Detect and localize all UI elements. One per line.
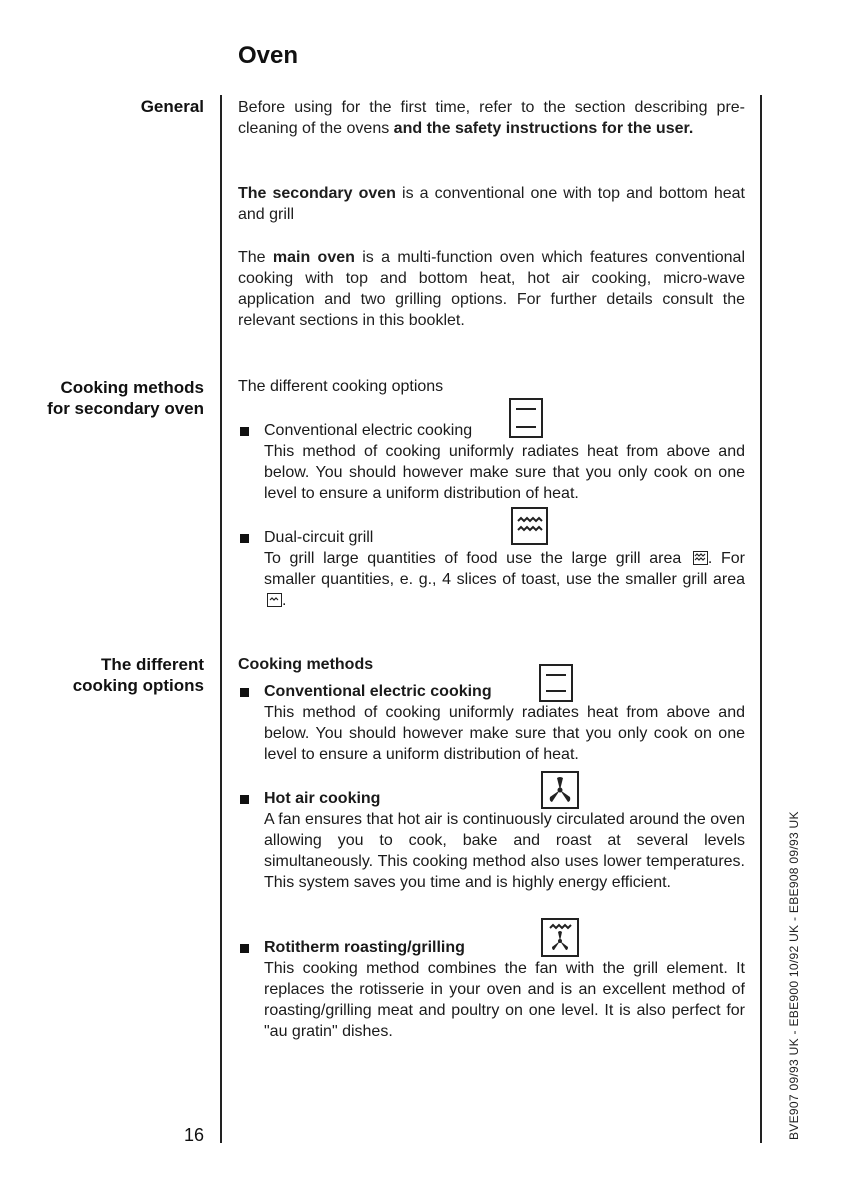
fan-icon — [541, 771, 579, 809]
item-description: This method of cooking uniformly radiates heat from above and below. You should however make sure that you only cook on one level to ensure a uniform distribution of heat. — [264, 704, 745, 763]
page-title: Oven — [238, 42, 299, 69]
right-margin-rule — [760, 95, 762, 1143]
document-reference-code: BVE907 09/93 UK - EBE900 10/92 UK - EBE908 09/93 UK — [787, 811, 801, 1140]
bullet-marker — [240, 534, 249, 543]
bullet-marker — [240, 795, 249, 804]
bullet-marker — [240, 688, 249, 697]
grill-icon — [511, 507, 548, 545]
side-heading-secondary-oven: Cooking methods for secondary oven — [47, 378, 204, 418]
general-paragraph-2 — [238, 183, 745, 225]
item-label: Hot air cooking — [264, 790, 381, 807]
bullet-marker — [240, 427, 249, 436]
item-description: A fan ensures that hot air is continuously circulated around the oven allowing you to cook, bake and roast at several levels simultaneously. This cooking method also uses lower temperatures. This system saves you time and is highly energy efficient. — [264, 811, 745, 891]
general-p3-text: is a multi-function oven which features conventional cooking with top and bottom heat, hot air cooking, micro-wave application and two grilling options. For further details consult the relevant sections in this booklet. — [238, 249, 745, 329]
item-label: Rotitherm roasting/grilling — [264, 939, 465, 956]
general-p1-text: Before using for the first time, refer to the section describing pre-cleaning of the ovens — [238, 99, 745, 137]
general-paragraph-3 — [238, 247, 745, 331]
item-label: Dual-circuit grill — [264, 529, 374, 546]
grill-text-c: . — [282, 592, 287, 609]
top-bottom-heat-icon — [539, 664, 573, 702]
item-description: This cooking method combines the fan with the grill element. It replaces the rotisserie in your oven and is an excellent method of roasting/grilling meat and poultry on one level. It is also perfect for "au gratin" dishes. — [264, 960, 745, 1040]
side-heading-general: General — [140, 97, 204, 116]
side-heading-cooking-options: The different cooking options — [72, 655, 204, 695]
grill-text-b: . For smaller quantities, e. g., 4 slices of toast, use the smaller grill area — [264, 550, 746, 588]
item-label: Conventional electric cooking — [264, 422, 473, 439]
cooking-methods-heading: Cooking methods — [238, 656, 374, 673]
item-description: This method of cooking uniformly radiates heat from above and below. You should however make sure that you only cook on one level to ensure a uniform distribution of heat. — [264, 443, 745, 502]
general-p3-lead: The — [238, 249, 273, 266]
rotitherm-icon — [541, 918, 579, 957]
item-description — [264, 548, 745, 611]
top-bottom-heat-icon — [509, 398, 543, 438]
secondary-oven-term: The secondary oven — [238, 185, 396, 202]
secondary-intro: The different cooking options — [238, 378, 444, 395]
grill-text-a: To grill large quantities of food use the large grill area — [264, 550, 690, 567]
general-p2-text: is a conventional one with top and bottom heat and grill — [238, 185, 746, 223]
bullet-marker — [240, 944, 249, 953]
item-label: Conventional electric cooking — [264, 683, 492, 700]
page-number: 16 — [184, 1125, 205, 1145]
main-oven-term: main oven — [272, 249, 355, 266]
small-grill-area-icon — [267, 593, 282, 607]
general-p1-bold: and the safety instructions for the user. — [393, 120, 694, 137]
general-paragraph-1 — [238, 97, 745, 139]
large-grill-area-icon — [693, 551, 708, 565]
left-margin-rule — [220, 95, 222, 1143]
